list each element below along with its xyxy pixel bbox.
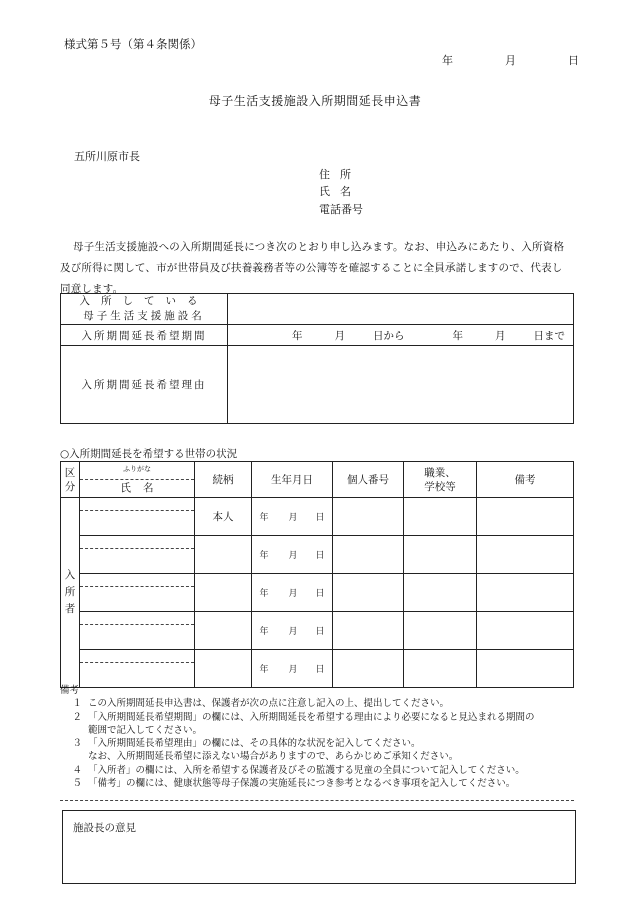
occupation-field[interactable] xyxy=(404,650,477,688)
cut-line-divider xyxy=(60,800,574,801)
occupation-field[interactable] xyxy=(404,574,477,612)
period-label: 入所期間延長希望期間 xyxy=(61,325,228,346)
household-table xyxy=(60,461,574,688)
note-item: ２ 「入所期間延長希望期間」の欄には、入所期間延長を希望する理由により必要になると見込まれる期間の xyxy=(72,711,535,723)
my-number-field[interactable] xyxy=(333,574,404,612)
kubun-header: 区 分 xyxy=(61,462,80,498)
dob-field[interactable]: 年 月 日 xyxy=(252,536,333,574)
my-number-header: 個人番号 xyxy=(333,462,404,498)
note-item: １ この入所期間延長申込書は、保護者が次の点に注意し記入の上、提出してください。 xyxy=(72,698,450,710)
remarks-field[interactable] xyxy=(477,612,574,650)
period-field[interactable]: 年 月 日から 年 月 日まで xyxy=(228,325,574,346)
date-month: 月 xyxy=(505,54,516,67)
table-row xyxy=(61,612,574,650)
member-name-field[interactable] xyxy=(80,650,195,688)
relationship-field[interactable] xyxy=(195,574,252,612)
note-item-cont: なお、入所期間延長希望に添えない場合がありますので、あらかじめご承知ください。 xyxy=(88,751,459,763)
remarks-field[interactable] xyxy=(477,498,574,536)
note-item-cont: 範囲で記入してください。 xyxy=(88,724,203,736)
note-item: ３ 「入所期間延長希望理由」の欄には、その具体的な状況を記入してください。 xyxy=(72,738,421,750)
relationship-field[interactable] xyxy=(195,612,252,650)
facility-label: 入所している 母子生活支援施設名 xyxy=(61,294,228,325)
date-line xyxy=(442,52,579,68)
occupation-field[interactable] xyxy=(404,498,477,536)
applicant-name-label: 氏名 xyxy=(319,185,361,198)
relationship-field[interactable] xyxy=(195,650,252,688)
director-opinion-label: 施設長の意見 xyxy=(73,822,136,834)
remarks-field[interactable] xyxy=(477,536,574,574)
name-header: ふりがな 氏名 xyxy=(80,462,195,498)
remarks-header: 備考 xyxy=(477,462,574,498)
member-name-field[interactable] xyxy=(80,536,195,574)
form-number: 様式第５号（第４条関係） xyxy=(64,37,202,51)
reason-label: 入所期間延長希望理由 xyxy=(61,346,228,424)
dob-field[interactable]: 年 月 日 xyxy=(252,650,333,688)
table-row xyxy=(61,498,574,536)
relationship-field[interactable]: 本人 xyxy=(195,498,252,536)
occupation-header: 職業、 学校等 xyxy=(404,462,477,498)
notes-section xyxy=(60,684,535,790)
date-year: 年 xyxy=(442,54,453,67)
my-number-field[interactable] xyxy=(333,498,404,536)
remarks-field[interactable] xyxy=(477,650,574,688)
furigana-header: ふりがな xyxy=(123,465,151,473)
member-name-field[interactable] xyxy=(80,612,195,650)
occupation-field[interactable] xyxy=(404,612,477,650)
dob-header: 生年月日 xyxy=(252,462,333,498)
dob-field[interactable]: 年 月 日 xyxy=(252,574,333,612)
group-label: 入 所 者 xyxy=(61,498,80,688)
my-number-field[interactable] xyxy=(333,612,404,650)
table-row xyxy=(61,650,574,688)
note-item: ４ 「入所者」の欄には、入所を希望する保護者及びその監護する児童の全員について記入してください。 xyxy=(72,764,525,776)
member-name-field[interactable] xyxy=(80,574,195,612)
table-row xyxy=(61,536,574,574)
household-section-title: ○入所期間延長を希望する世帯の状況 xyxy=(60,448,238,460)
note-item: ５ 「備考」の欄には、健康状態等母子保護の実施延長につき参考となるべき事項を記入してください。 xyxy=(72,778,516,790)
occupation-field[interactable] xyxy=(404,536,477,574)
table-row xyxy=(61,574,574,612)
application-table xyxy=(60,293,574,424)
dob-field[interactable]: 年 月 日 xyxy=(252,498,333,536)
member-name-field[interactable] xyxy=(80,498,195,536)
reason-field[interactable] xyxy=(228,346,574,424)
my-number-field[interactable] xyxy=(333,536,404,574)
facility-name-field[interactable] xyxy=(228,294,574,325)
relationship-header: 続柄 xyxy=(195,462,252,498)
relationship-field[interactable] xyxy=(195,536,252,574)
applicant-address-label: 住所 xyxy=(319,168,361,181)
dob-field[interactable]: 年 月 日 xyxy=(252,612,333,650)
addressee: 五所川原市長 xyxy=(74,150,140,163)
my-number-field[interactable] xyxy=(333,650,404,688)
remarks-field[interactable] xyxy=(477,574,574,612)
intro-paragraph: 母子生活支援施設への入所期間延長につき次のとおり申し込みます。なお、申込みにあたり、入所資格及び所得に関して、市が世帯員及び扶養義務者等の公簿等を確認することに全員承諾しますので、代表し同意します。 xyxy=(60,241,565,295)
form-title: 母子生活支援施設入所期間延長申込書 xyxy=(208,94,422,108)
notes-heading: 備考 xyxy=(60,685,80,696)
date-day: 日 xyxy=(568,54,579,67)
director-opinion-box[interactable] xyxy=(62,810,576,884)
applicant-phone-label: 電話番号 xyxy=(319,203,363,216)
